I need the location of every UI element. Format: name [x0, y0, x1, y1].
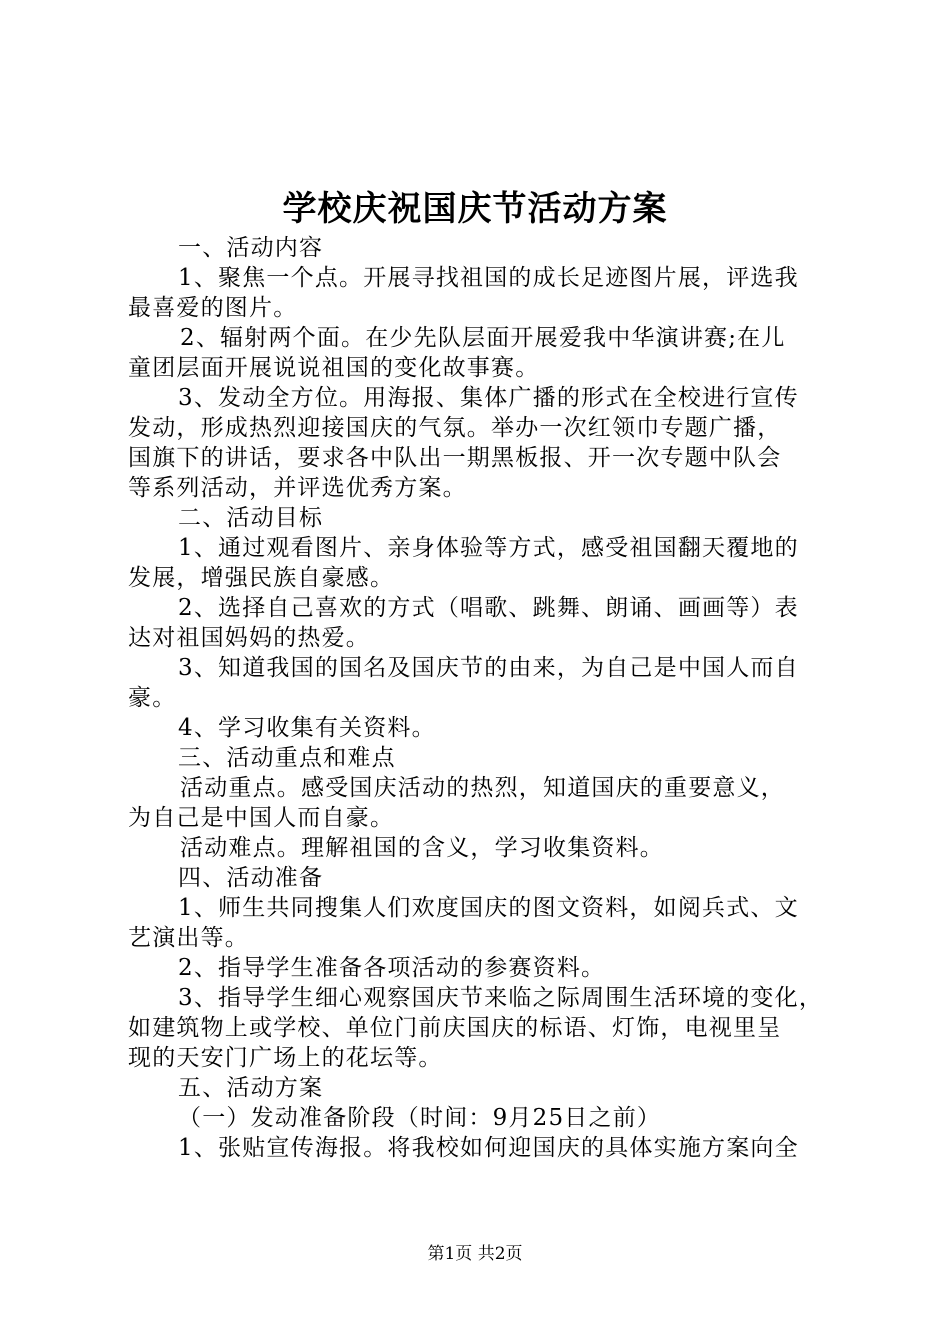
paragraph-line: 1、张贴宣传海报。将我校如何迎国庆的具体实施方案向全: [178, 1135, 799, 1161]
paragraph-line: 3、指导学生细心观察国庆节来临之际周围生活环境的变化，: [178, 985, 824, 1011]
page-number-footer: 第1页 共2页: [427, 1244, 523, 1264]
paragraph-line: 国旗下的讲话，要求各中队出一期黑板报、开一次专题中队会: [128, 445, 782, 471]
paragraph-line: 为自己是中国人而自豪。: [128, 805, 395, 831]
paragraph-line: 2、辐射两个面。在少先队层面开展爱我中华演讲赛;在儿: [180, 325, 786, 351]
section-heading: 五、活动方案: [178, 1075, 324, 1101]
paragraph-line: 现的天安门广场上的花坛等。: [128, 1045, 443, 1071]
section-heading: 一、活动内容: [178, 235, 324, 261]
paragraph-line: 1、师生共同搜集人们欢度国庆的图文资料，如阅兵式、文: [178, 895, 799, 921]
subsection-heading: （一）发动准备阶段（时间：9月25日之前）: [178, 1105, 662, 1131]
paragraph-line: 3、知道我国的国名及国庆节的由来，为自己是中国人而自: [178, 655, 799, 681]
paragraph-line: 发展，增强民族自豪感。: [128, 565, 395, 591]
section-heading: 三、活动重点和难点: [178, 745, 396, 771]
paragraph-line: 达对祖国妈妈的热爱。: [128, 625, 370, 651]
paragraph-line: 最喜爱的图片。: [128, 295, 298, 321]
document-body: [128, 233, 833, 1163]
paragraph-line: 1、通过观看图片、亲身体验等方式，感受祖国翻天覆地的: [178, 535, 799, 561]
paragraph-line: 艺演出等。: [128, 925, 249, 951]
paragraph-line: 童团层面开展说说祖国的变化故事赛。: [128, 355, 540, 381]
paragraph-line: 豪。: [128, 685, 177, 711]
section-heading: 四、活动准备: [178, 865, 324, 891]
paragraph-line: 活动难点。理解祖国的含义，学习收集资料。: [180, 835, 664, 861]
paragraph-line: 发动，形成热烈迎接国庆的气氛。举办一次红领巾专题广播，: [128, 415, 782, 441]
paragraph-line: 活动重点。感受国庆活动的热烈，知道国庆的重要意义，: [180, 775, 785, 801]
paragraph-line: 等系列活动，并评选优秀方案。: [128, 475, 467, 501]
paragraph-line: 3、发动全方位。用海报、集体广播的形式在全校进行宣传: [178, 385, 799, 411]
section-heading: 二、活动目标: [178, 505, 324, 531]
paragraph-line: 2、选择自己喜欢的方式（唱歌、跳舞、朗诵、画画等）表: [178, 595, 799, 621]
paragraph-line: 如建筑物上或学校、单位门前庆国庆的标语、灯饰，电视里呈: [128, 1015, 782, 1041]
paragraph-line: 1、聚焦一个点。开展寻找祖国的成长足迹图片展，评选我: [178, 265, 799, 291]
paragraph-line: 2、指导学生准备各项活动的参赛资料。: [178, 955, 606, 981]
paragraph-line: 4、学习收集有关资料。: [178, 715, 436, 741]
document-title: 学校庆祝国庆节活动方案: [282, 189, 668, 229]
